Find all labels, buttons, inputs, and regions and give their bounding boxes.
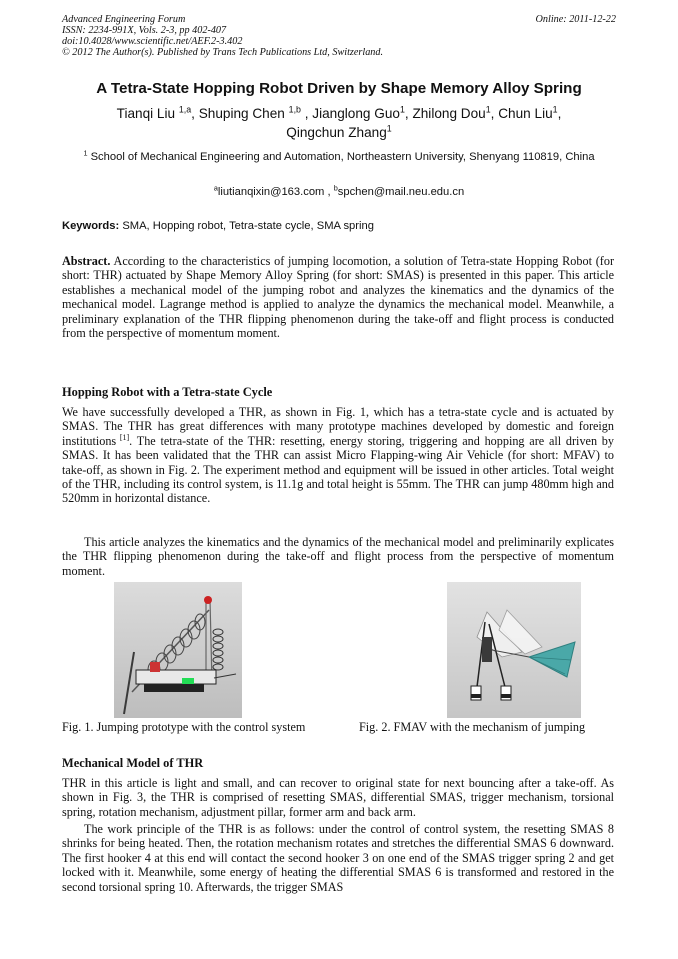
author-affiliation-mark: 1 — [386, 123, 392, 134]
section1-paragraph-2: This article analyzes the kinematics and the dynamics of the mechanical model and preliminarily explicates the THR flipping phenomenon during the take-off and flight process from the perspective of momentum moment. — [62, 535, 614, 578]
affiliation-text: School of Mechanical Engineering and Automation, Northeastern University, Shenyang 110819, China — [90, 151, 595, 163]
section-heading: Hopping Robot with a Tetra-state Cycle — [62, 385, 273, 399]
author-name: Jianglong Guo — [312, 106, 400, 121]
fmav-image — [447, 582, 581, 718]
keywords-text: SMA, Hopping robot, Tetra-state cycle, SMA spring — [122, 220, 374, 232]
section2-paragraph-2: The work principle of the THR is as follows: under the control of control system, the resetting SMAS 8 shrinks for being heated. Then, the rotation mechanism rotates and stretches the differential SMAS 6 downward. The first hooker 4 at this end will contact the second hooker 3 on one end of the SMAS trigger spring 2 and get locked with it. Meanwhile, some energy of heating the differential SMAS 6 is transformed and restored in the second torsional spring 10. Afterwards, the trigger SMAS — [62, 822, 614, 894]
author-affiliation-mark: 1 — [399, 104, 405, 115]
journal-name: Advanced Engineering Forum — [62, 14, 186, 25]
copyright-line: © 2012 The Author(s). Published by Trans Tech Publications Ltd, Switzerland. — [62, 47, 384, 58]
citation: [1] — [119, 432, 130, 442]
email-mark: b — [333, 183, 338, 193]
author-affiliation-mark: 1,b — [288, 104, 301, 115]
author-affiliation-mark: 1 — [552, 104, 558, 115]
online-date: Online: 2011-12-22 — [535, 14, 616, 25]
running-header — [62, 14, 616, 58]
email-mark: a — [213, 183, 218, 193]
affiliation — [62, 150, 616, 164]
abstract — [62, 254, 614, 340]
paragraph-text: We have successfully developed a THR, as shown in Fig. 1, which has a tetra-state cycle and is actuated by SMAS. The THR has great differences with many prototype machines developed by domestic and foreign institutions — [62, 405, 614, 448]
figure-1-caption: Fig. 1. Jumping prototype with the control system — [62, 720, 306, 734]
email-a: liutianqixin@163.com — [217, 186, 325, 198]
jumping-prototype-image — [114, 582, 242, 718]
paragraph-text: . The tetra-state of the THR: resetting, energy storing, triggering and hopping are all driven by SMAS. It has been validated that the THR can assist Micro Flapping-wing Air Vehicle (for short: MFAV) to take-off, as shown in Fig. 2. The experiment method and equipment will be issued in other articles. Total weight of the THR, including its control system, is 11.1g and total height is 55mm. The THR can jump 480mm high and 520mm in horizontal distance. — [62, 433, 614, 506]
author-name: Zhilong Dou — [412, 106, 486, 121]
author-name: Qingchun Zhang — [286, 125, 387, 140]
keywords — [62, 220, 616, 232]
doi-line: doi:10.4028/www.scientific.net/AEF.2-3.402 — [62, 36, 243, 47]
affiliation-mark: 1 — [83, 148, 88, 158]
figure-2-photo — [447, 582, 581, 718]
figure-2-caption: Fig. 2. FMAV with the mechanism of jumping — [359, 720, 586, 734]
paper-title: A Tetra-State Hopping Robot Driven by Shape Memory Alloy Spring — [96, 80, 582, 97]
issn-line: ISSN: 2234-991X, Vols. 2-3, pp 402-407 — [62, 25, 227, 36]
email-b: spchen@mail.neu.edu.cn — [337, 186, 465, 198]
email-separator: , — [324, 186, 334, 198]
keywords-label: Keywords: — [62, 220, 120, 232]
section1-paragraph-1 — [62, 405, 614, 506]
figure-1-photo — [114, 582, 242, 718]
section-heading: Mechanical Model of THR — [62, 756, 204, 770]
email-line — [62, 183, 616, 198]
author-name: Shuping Chen — [198, 106, 285, 121]
author-name: Chun Liu — [498, 106, 553, 121]
abstract-label: Abstract. — [62, 254, 111, 268]
abstract-text: According to the characteristics of jumping locomotion, a solution of Tetra-state Hopping Robot (for short: THR) actuated by Shape Memory Alloy Spring (for short: SMAS) is presented in this paper. This article establishes a mechanical model of the jumping robot and analyzes the kinematics and the dynamics of the mechanical model. Lagrange method is applied to analyze the dynamics the mechanical model. Meanwhile, a preliminary explanation of the THR flipping phenomenon during the take-off and flight process is conducted from the perspective of momentum moment. — [62, 254, 615, 341]
author-list: Tianqi Liu $^{1,a}$, Shuping Chen $^{1,b}$ , Jianglong Guo$^1$, Zhilong Dou$^1$, Chun Liu$^1$, Qingchun Zhang$^1$ — [116, 104, 562, 140]
author-name: Tianqi Liu — [116, 106, 176, 121]
author-affiliation-mark: 1 — [485, 104, 491, 115]
author-affiliation-mark: 1,a — [178, 104, 192, 115]
section2-paragraph-1: THR in this article is light and small, and can recover to original state for next bouncing after a take-off. As shown in Fig. 3, the THR is comprised of resetting SMAS, differential SMAS, trigger mechanism, torsional spring, rotation mechanism, adjustment pillar, former arm and back arm. — [62, 776, 614, 819]
